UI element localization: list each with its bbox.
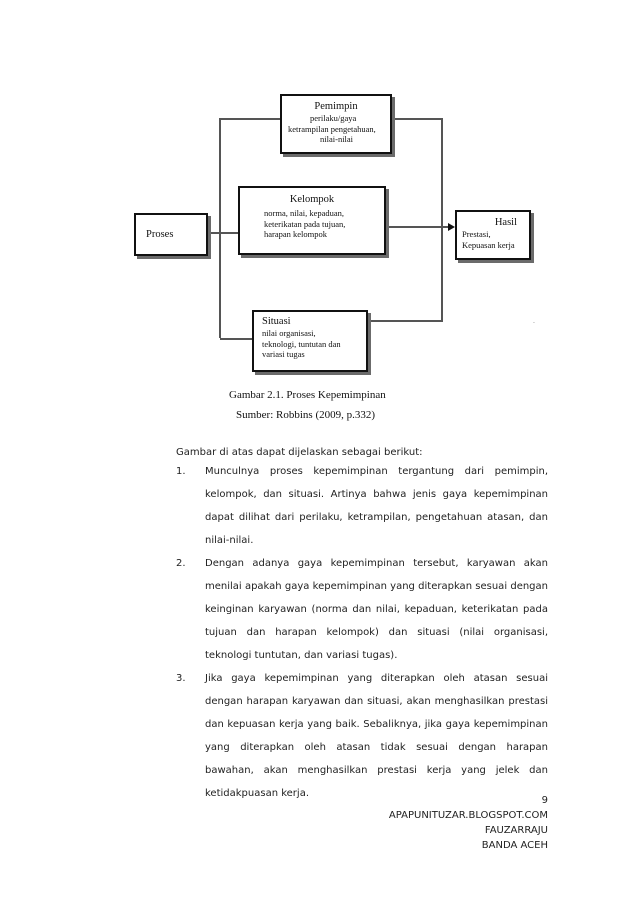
connector-line (392, 118, 442, 120)
page-footer (389, 793, 548, 853)
connector-line (220, 338, 252, 340)
situasi-title: Situasi (262, 316, 291, 327)
stray-mark: . (533, 318, 535, 325)
explanation-list (176, 460, 548, 805)
list-number: 2. (176, 558, 186, 569)
leadership-process-diagram (0, 0, 638, 430)
kelompok-line: keterikatan pada tujuan, (264, 218, 346, 229)
footer-city: BANDA ACEH (481, 840, 548, 851)
list-text: Munculnya proses kepemimpinan tergantung dari pemimpin, kelompok, dan situasi. Artinya bahwa jenis gaya kepemimpinan dapat dilihat dari perilaku, ketrampilan, pengetahuan atasan, dan nilai-nilai. (205, 466, 548, 546)
arrow-right-icon (448, 223, 455, 231)
pemimpin-line: perilaku/gaya (310, 113, 357, 123)
list-text: Jika gaya kepemimpinan yang diterapkan oleh atasan sesuai dengan harapan karyawan dan situasi, akan menghasilkan prestasi dan kepuasan kerja yang baik. Sebaliknya, jika gaya kepemimpinan yang diterapkan oleh atasan tidak sesuai dengan harapan bawahan, akan menghasilkan prestasi kerja yang jelek dan ketidakpuasan kerja. (205, 673, 548, 799)
kelompok-title: Kelompok (289, 194, 335, 205)
connector-line (220, 118, 282, 120)
situasi-box (252, 310, 368, 372)
figure-source-line (0, 409, 638, 421)
list-item (176, 460, 548, 552)
footer-blog: APAPUNITUZAR.BLOGSPOT.COM (388, 810, 548, 821)
hasil-box (455, 210, 531, 260)
figure-title: Gambar 2.1. Proses Kepemimpinan (229, 389, 386, 401)
situasi-line: variasi tugas (262, 349, 305, 359)
connector-line (219, 118, 221, 338)
list-item (176, 667, 548, 805)
connector-line (220, 232, 238, 234)
intro-paragraph: Gambar di atas dapat dijelaskan sebagai berikut: (176, 447, 423, 458)
figure-source: Sumber: Robbins (2009, p.332) (236, 409, 376, 421)
list-item (176, 552, 548, 667)
kelompok-line: harapan kelompok (264, 229, 328, 239)
footer-author: FAUZARRAJU (484, 825, 548, 836)
pemimpin-box (280, 94, 392, 154)
connector-line (441, 118, 443, 322)
situasi-line: teknologi, tuntutan dan (262, 338, 341, 349)
page-number: 9 (541, 795, 548, 806)
connector-line (386, 226, 448, 228)
list-number: 3. (176, 673, 186, 684)
pemimpin-title: Pemimpin (314, 101, 358, 112)
proses-box (134, 213, 208, 256)
hasil-title: Hasil (494, 217, 517, 228)
list-number: 1. (176, 466, 186, 477)
kelompok-line: norma, nilai, kepaduan, (264, 208, 345, 218)
list-text: Dengan adanya gaya kepemimpinan tersebut, karyawan akan menilai apakah gaya kepemimpinan yang diterapkan sesuai dengan keinginan karyawan (norma dan nilai, kepaduan, keterikatan pada tujuan dan harapan kelompok) dan situasi (nilai organisasi, teknologi tuntutan, dan variasi tugas). (205, 558, 548, 661)
kelompok-box (238, 186, 386, 255)
figure-caption (0, 389, 638, 401)
connector-line (208, 232, 220, 234)
proses-label: Proses (146, 229, 174, 240)
situasi-line: nilai organisasi, (262, 328, 316, 338)
pemimpin-line: nilai-nilai (320, 134, 354, 144)
connector-line (368, 320, 442, 322)
hasil-line: Kepuasan kerja (462, 239, 515, 250)
hasil-line: Prestasi, (462, 229, 491, 239)
pemimpin-line: ketrampilan pengetahuan, (288, 123, 376, 134)
